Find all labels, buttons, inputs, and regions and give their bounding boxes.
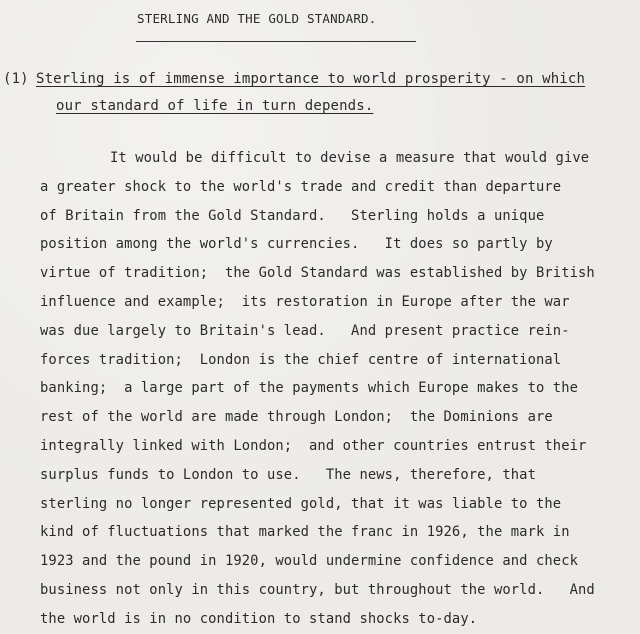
body-line: rest of the world are made through London; the Dominions are xyxy=(40,409,553,426)
section-heading-text-2: our standard of life in turn depends. xyxy=(56,98,374,114)
body-line: influence and example; its restoration in Europe after the war xyxy=(40,293,570,310)
body-line: integrally linked with London; and other countries entrust their xyxy=(40,437,587,454)
body-line: was due largely to Britain's lead. And present practice rein- xyxy=(40,322,570,339)
section-heading-text-1: Sterling is of immense importance to world prosperity - on which xyxy=(36,71,586,87)
body-line: the world is in no condition to stand shocks to-day. xyxy=(40,610,478,627)
section-number: (1) xyxy=(3,71,29,87)
body-line: 1923 and the pound in 1920, would undermine confidence and check xyxy=(40,553,579,570)
body-line: virtue of tradition; the Gold Standard was established by British xyxy=(40,265,595,282)
body-line: It would be difficult to devise a measure that would give xyxy=(110,150,590,166)
section-heading-line-1 xyxy=(3,71,585,87)
body-line: position among the world's currencies. It does so partly by xyxy=(40,236,553,253)
body-line: business not only in this country, but throughout the world. And xyxy=(40,581,595,598)
body-line: a greater shock to the world's trade and credit than departure xyxy=(40,178,562,195)
title-underline xyxy=(136,41,416,42)
section-heading-line-2 xyxy=(56,98,373,114)
body-line: kind of fluctuations that marked the franc in 1926, the mark in xyxy=(40,524,570,541)
body-line: forces tradition; London is the chief centre of international xyxy=(40,351,562,368)
body-line: of Britain from the Gold Standard. Sterling holds a unique xyxy=(40,207,545,224)
body-line: surplus funds to London to use. The news, therefore, that xyxy=(40,466,536,483)
body-line: sterling no longer represented gold, that it was liable to the xyxy=(40,495,562,512)
body-paragraph xyxy=(40,144,640,634)
body-line: banking; a large part of the payments which Europe makes to the xyxy=(40,380,579,397)
page-title: STERLING AND THE GOLD STANDARD. xyxy=(137,11,377,26)
